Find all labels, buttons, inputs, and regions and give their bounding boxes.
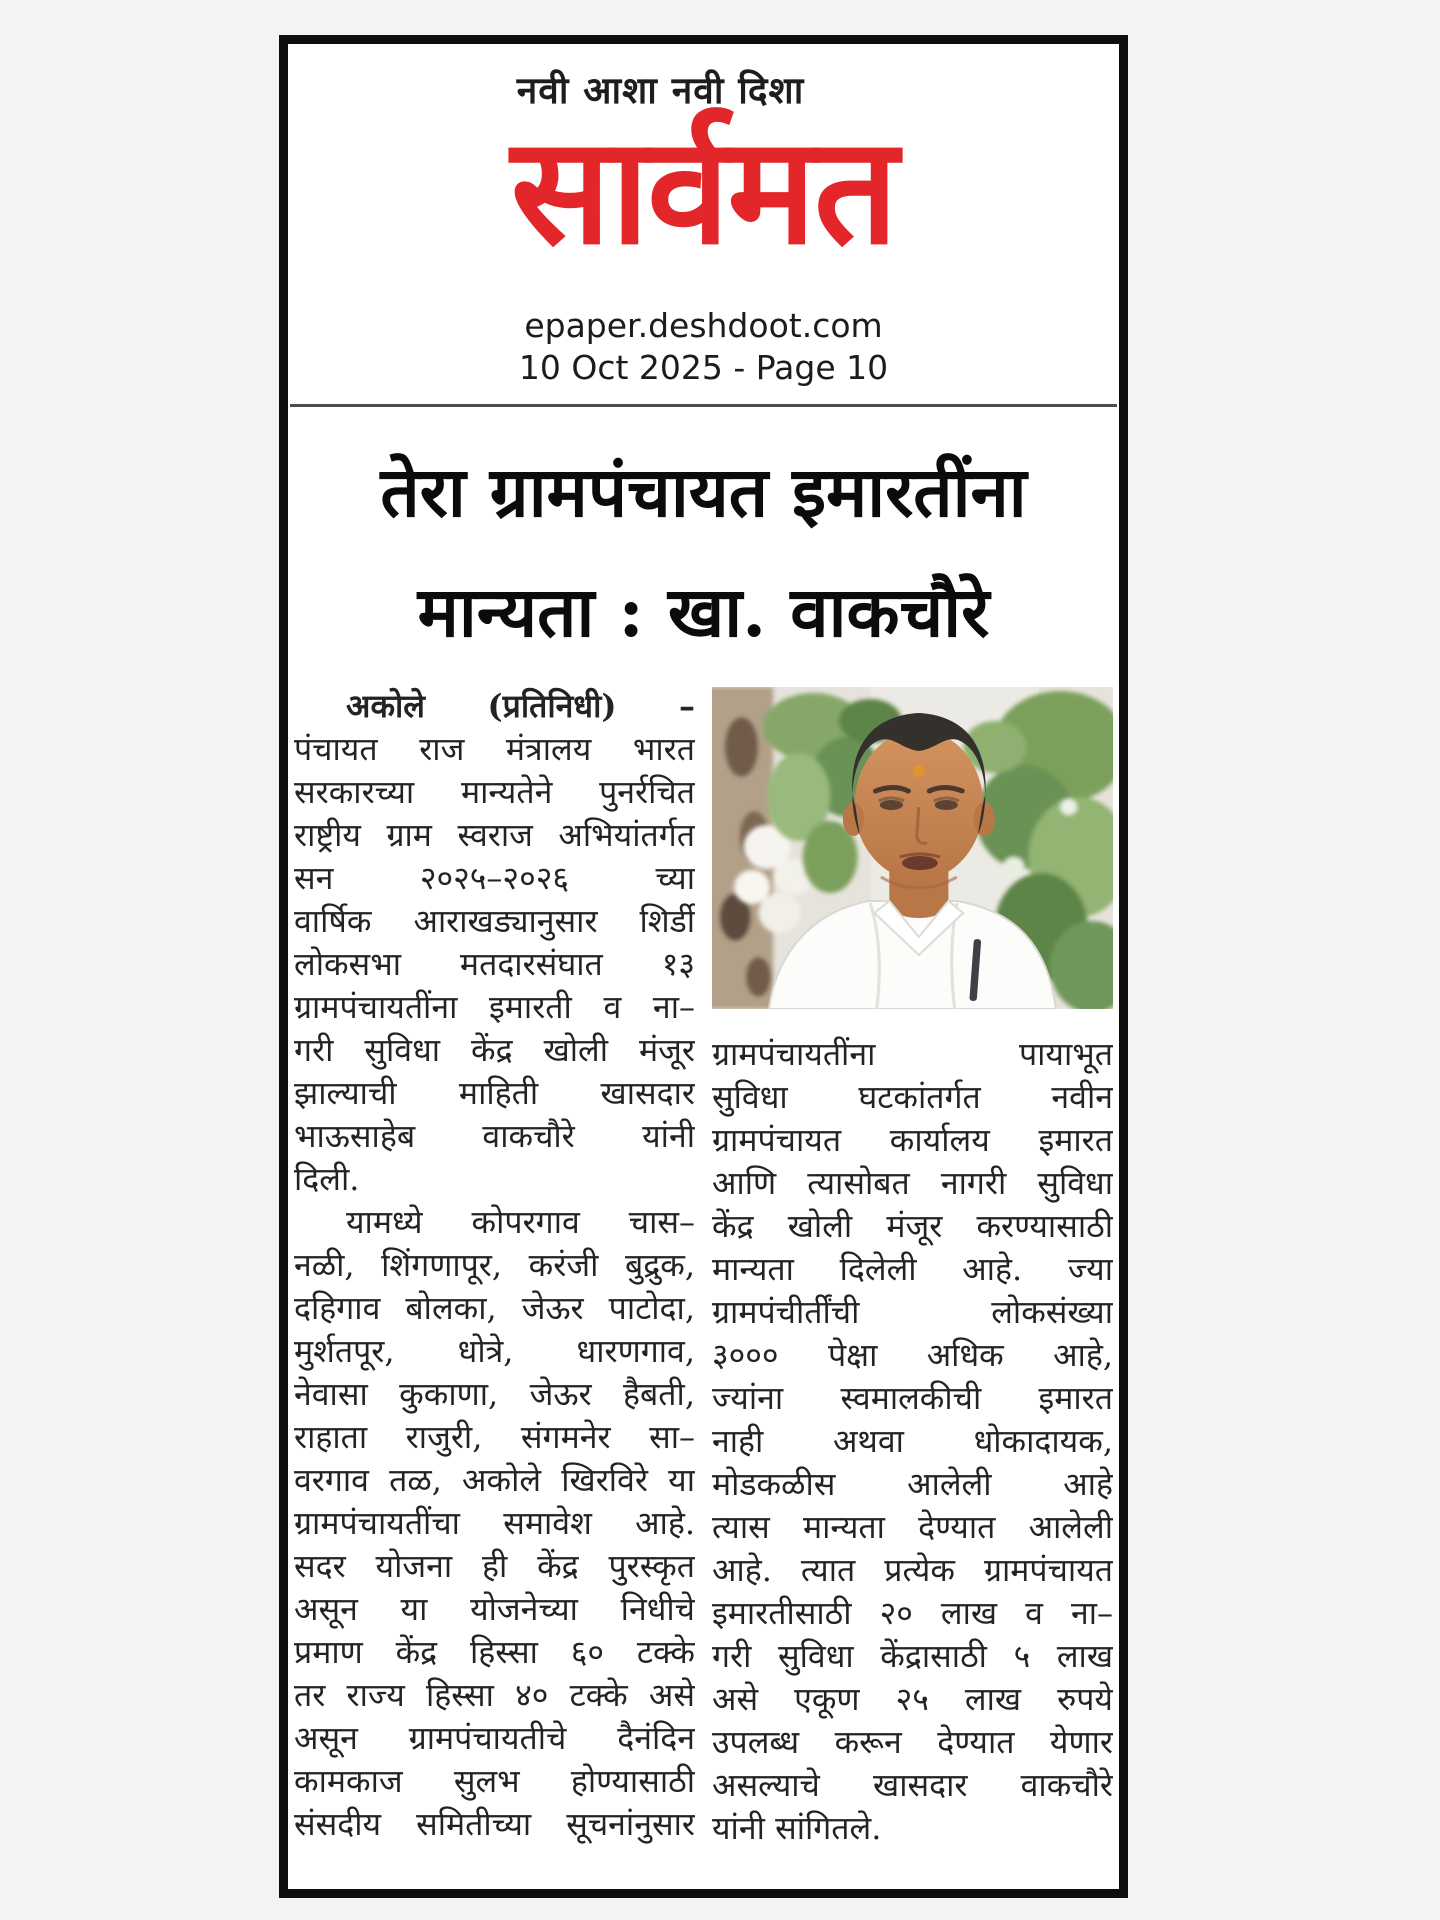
body-line: अकोले (प्रतिनिधी) – [346, 686, 695, 725]
article-photo-portrait [712, 687, 1113, 1009]
body-line: राहाता राजुरी, संगमनेर सा– [294, 1417, 695, 1456]
newspaper-logo [511, 70, 897, 277]
column-left [294, 685, 695, 1850]
body-line: त्यास मान्यता देण्यात आलेली [712, 1507, 1113, 1546]
body-line: वरगाव तळ, अकोले खिरविरे या [294, 1460, 695, 1499]
body-line: भाऊसाहेब वाकचौरे यांनी [294, 1116, 695, 1155]
headline-line-2: मान्यता : खा. वाकचौरे [417, 571, 990, 653]
edition-date-page: 10 Oct 2025 - Page 10 [518, 347, 889, 387]
body-line: दहिगाव बोलका, जेऊर पाटोदा, [294, 1288, 695, 1327]
body-line: सुविधा घटकांतर्गत नवीन [712, 1077, 1113, 1116]
newspaper-clipping [279, 35, 1128, 1898]
body-line: संसदीय समितीच्या सूचनांनुसार [294, 1804, 695, 1843]
body-line: असून या योजनेच्या निधीचे [294, 1589, 695, 1628]
column-right-text [712, 1033, 1113, 1850]
body-line: उपलब्ध करून देण्यात येणार [712, 1722, 1113, 1761]
masthead [288, 44, 1119, 388]
body-line: सरकारच्या मान्यतेने पुनर्रचित [294, 772, 695, 811]
body-line: नेवासा कुकाणा, जेऊर हैबती, [294, 1374, 695, 1413]
body-line: दिली. [294, 1159, 360, 1198]
body-line: प्रमाण केंद्र हिस्सा ६० टक्के [294, 1632, 695, 1671]
body-line: वार्षिक आराखड्यानुसार शिर्डी [294, 901, 695, 940]
body-line: राष्ट्रीय ग्राम स्वराज अभियांतर्गत [294, 815, 695, 854]
body-line: केंद्र खोली मंजूर करण्यासाठी [712, 1206, 1113, 1245]
body-line: ग्रामपंचीर्तींची लोकसंख्या [712, 1292, 1113, 1331]
body-line: कामकाज सुलभ होण्यासाठी [294, 1761, 695, 1800]
body-line: ग्रामपंचायतींचा समावेश आहे. [294, 1503, 695, 1542]
body-line: ग्रामपंचायतींना इमारती व ना– [294, 987, 695, 1026]
body-line: आहे. त्यात प्रत्येक ग्रामपंचायत [712, 1550, 1113, 1589]
column-right [712, 685, 1113, 1850]
article-headline [294, 433, 1113, 673]
body-line: असे एकूण २५ लाख रुपये [712, 1679, 1113, 1718]
body-line: झाल्याची माहिती खासदार [294, 1073, 695, 1112]
body-line: लोकसभा मतदारसंघात १३ [294, 944, 695, 983]
body-line: असून ग्रामपंचायतीचे दैनंदिन [294, 1718, 695, 1757]
body-line: गरी सुविधा केंद्रासाठी ५ लाख [712, 1636, 1113, 1675]
masthead-tagline: नवी आशा नवी दिशा [516, 68, 805, 112]
body-line: इमारतीसाठी २० लाख व ना– [712, 1593, 1113, 1632]
body-line: मोडकळीस आलेली आहे [712, 1464, 1113, 1503]
body-line: ग्रामपंचायत कार्यालय इमारत [712, 1120, 1113, 1159]
headline-line-1: तेरा ग्रामपंचायत इमारतींना [380, 451, 1027, 533]
body-line: पंचायत राज मंत्रालय भारत [294, 729, 695, 768]
body-line: सदर योजना ही केंद्र पुरस्कृत [294, 1546, 695, 1585]
body-line: नळी, शिंगणापूर, करंजी बुद्रुक, [294, 1245, 695, 1284]
body-line: गरी सुविधा केंद्र खोली मंजूर [294, 1030, 695, 1069]
masthead-title: सार्वमत [510, 102, 897, 277]
body-line: मान्यता दिलेली आहे. ज्या [712, 1249, 1113, 1288]
divider-rule [290, 404, 1117, 407]
epaper-website-text: epaper.deshdoot.com [524, 306, 883, 346]
body-line: ग्रामपंचायतींना पायाभूत [712, 1034, 1113, 1073]
body-line: आणि त्यासोबत नागरी सुविधा [712, 1163, 1113, 1202]
body-line: ज्यांना स्वमालकीची इमारत [712, 1378, 1113, 1417]
body-line: तर राज्य हिस्सा ४० टक्के असे [294, 1675, 695, 1714]
body-line: असल्याचे खासदार वाकचौरे [712, 1765, 1113, 1804]
article-body [288, 679, 1119, 1850]
body-line: नाही अथवा धोकादायक, [712, 1421, 1113, 1460]
body-line: मुर्शतपूर, धोत्रे, धारणगाव, [294, 1331, 695, 1370]
body-line: यांनी सांगितले. [712, 1808, 882, 1847]
body-line: सन २०२५–२०२६ च्या [294, 858, 695, 897]
body-line: यामध्ये कोपरगाव चास– [346, 1202, 695, 1241]
body-line: ३००० पेक्षा अधिक आहे, [712, 1335, 1113, 1374]
